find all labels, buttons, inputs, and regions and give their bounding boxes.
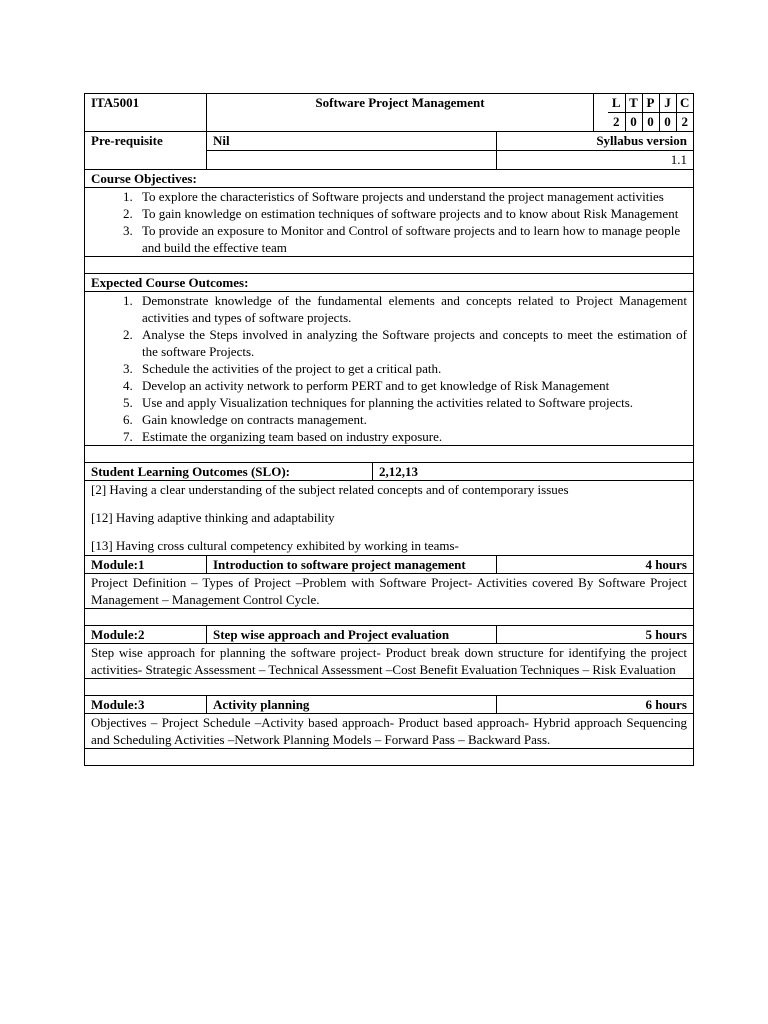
module-3-hours: 6 hours [497,696,694,714]
ltpjc-value-l: 2 [608,113,625,132]
ltpjc-grid [608,94,693,131]
module-2-content-row [85,644,694,679]
syllabus-version-value: 1.1 [497,151,694,170]
ltpjc-label-c: C [676,94,693,113]
module-1-content: Project Definition – Types of Project –Problem with Software Project- Activities covered By Software Project Management – Management Control Cycle. [85,574,694,609]
module-1-label: Module:1 [85,556,207,574]
ltpjc-label-j: J [659,94,676,113]
slo-heading-row [85,463,694,481]
module-1-title: Introduction to software project management [207,556,497,574]
syllabus-page [84,93,693,766]
slo-value: 2,12,13 [373,463,694,481]
course-code: ITA5001 [85,94,207,132]
slo-item: [2] Having a clear understanding of the subject related concepts and of contemporary issues [91,482,569,497]
ltpjc-value-j: 0 [659,113,676,132]
objectives-list-row [85,188,694,257]
outcomes-list-row [85,292,694,446]
list-item: 4. Develop an activity network to perform PERT and to get knowledge of Risk Management [136,377,687,394]
module-2-label: Module:2 [85,626,207,644]
module-3-content: Objectives – Project Schedule –Activity based approach- Product based approach- Hybrid approach Sequencing and Scheduling Activities –Network Planning Models – Forward Pass – Backward Pass. [85,714,694,749]
ltpjc-label-p: P [642,94,659,113]
slo-list-row [85,481,694,556]
module-2-title: Step wise approach and Project evaluation [207,626,497,644]
module-2-header-row [85,626,694,644]
module-2-hours: 5 hours [497,626,694,644]
module-3-label: Module:3 [85,696,207,714]
module-1-content-row [85,574,694,609]
ltpjc-value-t: 0 [625,113,642,132]
ltpjc-value-p: 0 [642,113,659,132]
list-item: 1. Demonstrate knowledge of the fundamental elements and concepts related to Project Management activities and types of software projects. [136,292,687,326]
module-2-content: Step wise approach for planning the software project- Product break down structure for identifying the project activities- Strategic Assessment – Technical Assessment –Cost Benefit Evaluation Techniques – Risk Evaluation [85,644,694,679]
ltpjc-label-t: T [625,94,642,113]
outcomes-heading: Expected Course Outcomes: [85,274,694,292]
list-item: 6. Gain knowledge on contracts management. [136,411,687,428]
course-title: Software Project Management [207,94,594,132]
ltpjc-label-l: L [611,95,621,110]
list-item: 1. To explore the characteristics of Software projects and understand the project management activities [136,188,687,205]
objectives-heading: Course Objectives: [85,170,694,188]
slo-item: [13] Having cross cultural competency exhibited by working in teams- [91,538,459,553]
list-item: 5. Use and apply Visualization techniques for planning the activities related to Software projects. [136,394,687,411]
outcomes-list [91,292,687,445]
list-item: 2. Analyse the Steps involved in analyzing the Software projects and concepts to meet the estimation of the software Projects. [136,326,687,360]
slo-item: [12] Having adaptive thinking and adaptability [91,510,335,525]
syllabus-table [84,93,694,766]
list-item: 3. Schedule the activities of the project to get a critical path. [136,360,687,377]
module-3-content-row [85,714,694,749]
ltpjc-cell [594,94,694,132]
outcomes-heading-row [85,274,694,292]
list-item: 2. To gain knowledge on estimation techniques of software projects and to know about Risk Management [136,205,687,222]
module-1-hours: 4 hours [497,556,694,574]
syllabus-version-label: Syllabus version [497,132,694,151]
module-3-title: Activity planning [207,696,497,714]
prereq-row [85,132,694,151]
module-3-header-row [85,696,694,714]
module-1-header-row [85,556,694,574]
objectives-list [91,188,687,256]
prereq-value: Nil [207,132,497,151]
prereq-label: Pre-requisite [85,132,207,170]
slo-label: Student Learning Outcomes (SLO): [85,463,373,481]
list-item: 7. Estimate the organizing team based on industry exposure. [136,428,687,445]
list-item: 3. To provide an exposure to Monitor and Control of software projects and to learn how to manage people and build the effective team [136,222,687,256]
ltpjc-value-c: 2 [676,113,693,132]
objectives-heading-row [85,170,694,188]
